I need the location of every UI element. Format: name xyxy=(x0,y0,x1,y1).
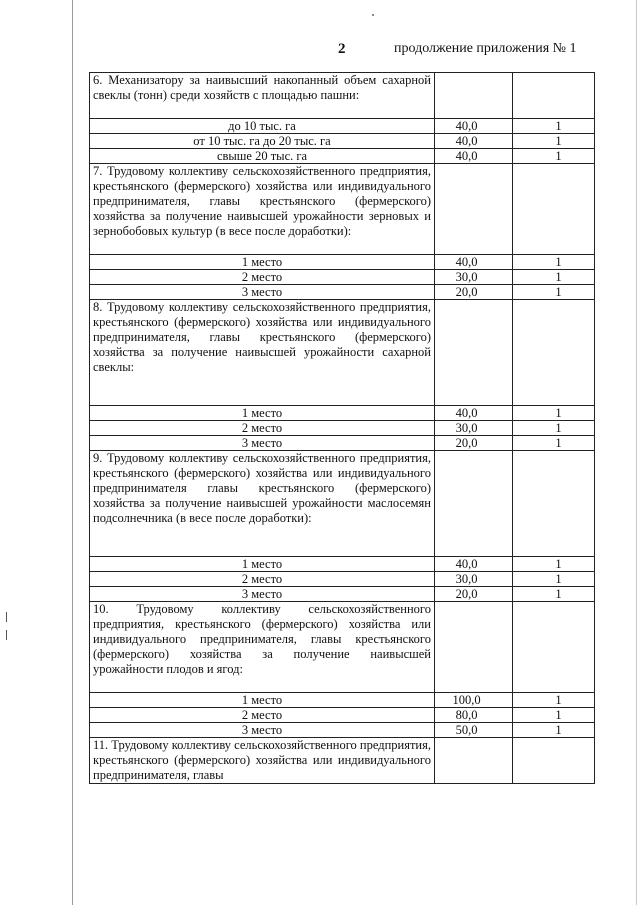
table-row-item xyxy=(90,73,595,119)
amount-value: 100,0 xyxy=(452,693,481,707)
count-value: 1 xyxy=(555,557,562,571)
appendix-continuation-label: продолжение приложения № 1 xyxy=(394,41,577,56)
place-label: 3 место xyxy=(90,285,435,300)
count-value: 1 xyxy=(555,572,562,586)
amount-cell xyxy=(435,406,513,421)
count-cell xyxy=(513,270,595,285)
table-row-sub xyxy=(90,149,595,164)
nomination-text: 7. Трудовому коллективу сельскохозяйственного предприятия, крестьянского (фермерского) хозяйства или индивидуального предпринимателя, главы крестьянского (фермерского) хозяйства за получение наивысшей урожайности зерновых и зернобобовых культур (в весе после доработки): xyxy=(90,164,435,255)
table-row-sub xyxy=(90,134,595,149)
count-value: 1 xyxy=(555,255,562,269)
count-cell xyxy=(513,451,595,557)
scan-page-edge xyxy=(636,0,637,905)
amount-value: 30,0 xyxy=(455,421,478,435)
scan-margin-line xyxy=(72,0,73,905)
count-cell xyxy=(513,723,595,738)
count-cell xyxy=(513,738,595,784)
amount-cell xyxy=(435,451,513,557)
scan-speck xyxy=(372,14,374,16)
amount-value: 40,0 xyxy=(455,134,478,148)
table-row-item xyxy=(90,738,595,784)
table-row-item xyxy=(90,300,595,406)
amount-cell xyxy=(435,119,513,134)
count-value: 1 xyxy=(555,436,562,450)
nomination-text: 9. Трудовому коллективу сельскохозяйственного предприятия, крестьянского (фермерского) хозяйства или индивидуального предпринимателя главы крестьянского (фермерского) хозяйства за получение наивысшей урожайности маслосемян подсолнечника (в весе после доработки): xyxy=(90,451,435,557)
scan-margin-mark xyxy=(6,630,7,640)
nomination-text: 8. Трудовому коллективу сельскохозяйственного предприятия, крестьянского (фермерского) хозяйства или индивидуального предпринимателя, главы крестьянского (фермерского) хозяйства за получение наивысшей урожайности сахарной свеклы: xyxy=(90,300,435,406)
place-label: 2 место xyxy=(90,421,435,436)
amount-value: 40,0 xyxy=(455,119,478,133)
count-value: 1 xyxy=(555,270,562,284)
table-row-sub xyxy=(90,285,595,300)
nomination-text: 11. Трудовому коллективу сельскохозяйственного предприятия, крестьянского (фермерского) хозяйства или индивидуального предпринимателя, главы xyxy=(90,738,435,784)
amount-cell xyxy=(435,572,513,587)
category-label: до 10 тыс. га xyxy=(90,119,435,134)
amount-cell xyxy=(435,300,513,406)
count-value: 1 xyxy=(555,134,562,148)
place-label: 3 место xyxy=(90,436,435,451)
amount-cell xyxy=(435,270,513,285)
table-row-sub xyxy=(90,572,595,587)
amount-cell xyxy=(435,587,513,602)
table-row-sub xyxy=(90,557,595,572)
category-label: от 10 тыс. га до 20 тыс. га xyxy=(90,134,435,149)
place-label: 3 место xyxy=(90,723,435,738)
count-cell xyxy=(513,300,595,406)
count-cell xyxy=(513,119,595,134)
table-row-sub xyxy=(90,436,595,451)
place-label: 1 место xyxy=(90,406,435,421)
count-value: 1 xyxy=(555,406,562,420)
count-cell xyxy=(513,557,595,572)
amount-value: 50,0 xyxy=(455,723,478,737)
amount-cell xyxy=(435,285,513,300)
count-value: 1 xyxy=(555,149,562,163)
table-row-sub xyxy=(90,119,595,134)
count-cell xyxy=(513,602,595,693)
amount-value: 40,0 xyxy=(455,557,478,571)
count-value: 1 xyxy=(555,587,562,601)
amount-value: 40,0 xyxy=(455,255,478,269)
count-cell xyxy=(513,285,595,300)
amount-cell xyxy=(435,693,513,708)
table-row-sub xyxy=(90,406,595,421)
scan-margin-mark xyxy=(6,612,7,622)
page-number: 2 xyxy=(338,41,346,57)
count-value: 1 xyxy=(555,285,562,299)
table-row-item xyxy=(90,602,595,693)
count-cell xyxy=(513,255,595,270)
place-label: 1 место xyxy=(90,255,435,270)
table-row-sub xyxy=(90,421,595,436)
amount-cell xyxy=(435,73,513,119)
count-cell xyxy=(513,164,595,255)
table-row-sub xyxy=(90,270,595,285)
amount-cell xyxy=(435,557,513,572)
count-value: 1 xyxy=(555,421,562,435)
amount-cell xyxy=(435,602,513,693)
place-label: 2 место xyxy=(90,572,435,587)
table-row-sub xyxy=(90,708,595,723)
amount-value: 30,0 xyxy=(455,572,478,586)
count-cell xyxy=(513,73,595,119)
awards-table xyxy=(89,72,595,784)
count-value: 1 xyxy=(555,119,562,133)
count-value: 1 xyxy=(555,723,562,737)
place-label: 2 место xyxy=(90,270,435,285)
count-cell xyxy=(513,572,595,587)
amount-cell xyxy=(435,134,513,149)
amount-cell xyxy=(435,708,513,723)
table-row-sub xyxy=(90,587,595,602)
amount-cell xyxy=(435,738,513,784)
amount-cell xyxy=(435,436,513,451)
page-header xyxy=(0,41,640,61)
count-value: 1 xyxy=(555,693,562,707)
place-label: 3 место xyxy=(90,587,435,602)
count-cell xyxy=(513,708,595,723)
place-label: 2 место xyxy=(90,708,435,723)
count-value: 1 xyxy=(555,708,562,722)
table-row-sub xyxy=(90,693,595,708)
amount-value: 30,0 xyxy=(455,270,478,284)
place-label: 1 место xyxy=(90,557,435,572)
amount-cell xyxy=(435,255,513,270)
count-cell xyxy=(513,587,595,602)
amount-value: 40,0 xyxy=(455,406,478,420)
amount-cell xyxy=(435,164,513,255)
count-cell xyxy=(513,693,595,708)
nomination-text: 6. Механизатору за наивысший накопанный объем сахарной свеклы (тонн) среди хозяйств с площадью пашни: xyxy=(90,73,435,119)
amount-value: 20,0 xyxy=(455,587,478,601)
count-cell xyxy=(513,421,595,436)
amount-value: 80,0 xyxy=(455,708,478,722)
amount-value: 20,0 xyxy=(455,285,478,299)
table-row-item xyxy=(90,451,595,557)
table-row-sub xyxy=(90,723,595,738)
count-cell xyxy=(513,149,595,164)
category-label: свыше 20 тыс. га xyxy=(90,149,435,164)
nomination-text: 10. Трудовому коллективу сельскохозяйственного предприятия, крестьянского (фермерского) хозяйства или индивидуального предпринимателя, главы крестьянского (фермерского) хозяйства за получение наивысшей урожайности плодов и ягод: xyxy=(90,602,435,693)
place-label: 1 место xyxy=(90,693,435,708)
amount-cell xyxy=(435,723,513,738)
amount-value: 20,0 xyxy=(455,436,478,450)
count-cell xyxy=(513,406,595,421)
count-cell xyxy=(513,134,595,149)
table-row-item xyxy=(90,164,595,255)
count-cell xyxy=(513,436,595,451)
table-row-sub xyxy=(90,255,595,270)
amount-value: 40,0 xyxy=(455,149,478,163)
amount-cell xyxy=(435,421,513,436)
amount-cell xyxy=(435,149,513,164)
